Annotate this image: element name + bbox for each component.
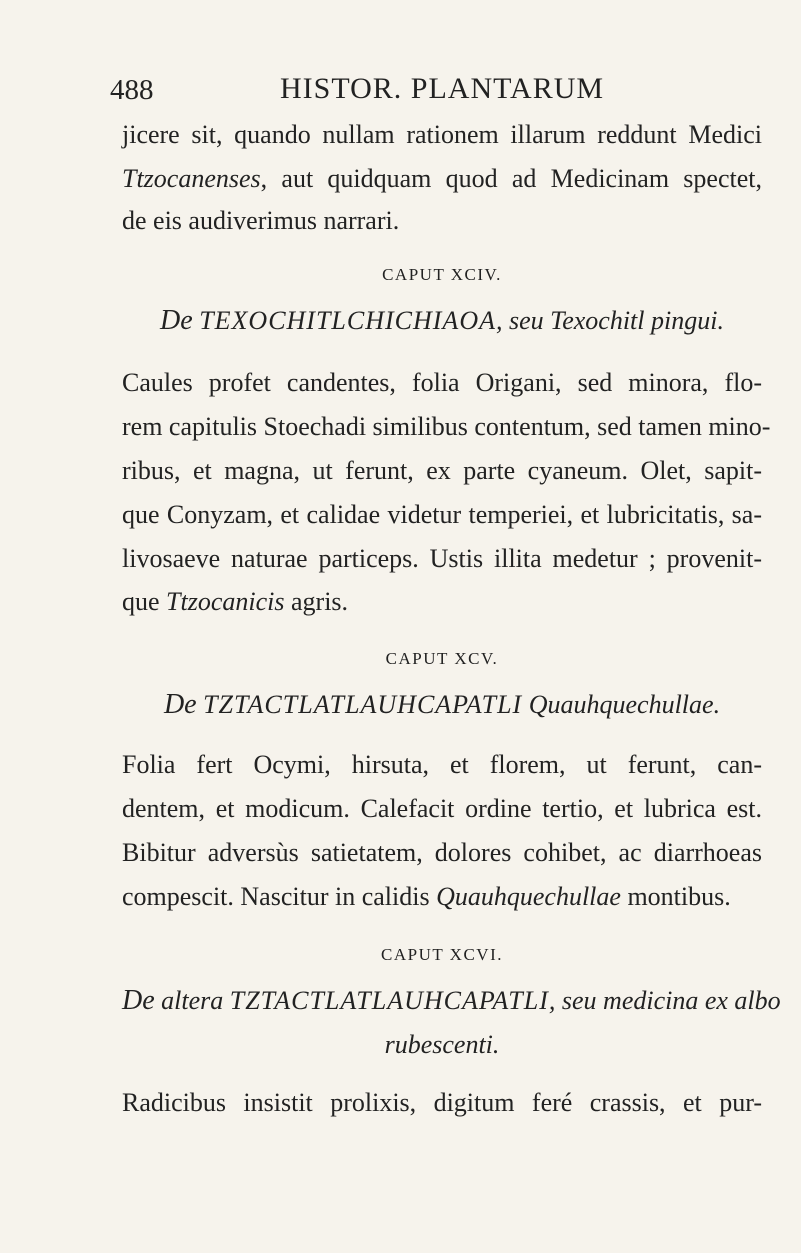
paragraph-line: que Conyzam, et calidae videtur temperiei, et lubricitatis, sa- <box>122 500 762 529</box>
chapter-title-95 <box>122 686 762 724</box>
paragraph-line: Bibitur adversùs satietatem, dolores cohibet, ac diarrhoeas <box>122 838 762 867</box>
intro-italic: Ttzocanenses <box>122 164 261 193</box>
paragraph-line: Radicibus insistit prolixis, digitum feré crassis, et pur- <box>122 1088 762 1117</box>
intro-line-3: de eis audiverimus narrari. <box>122 206 400 235</box>
paragraph-line: Caules profet candentes, folia Origani, sed minora, flo- <box>122 368 762 397</box>
text-span: que <box>122 587 167 616</box>
running-title: HISTOR. PLANTARUM <box>280 72 605 105</box>
caput-heading-96: CAPUT XCVI. <box>381 945 503 964</box>
plant-name: TZTACTLATLAUHCAPATLI <box>203 690 523 719</box>
title-rest: , seu Texochitl pingui. <box>495 306 724 335</box>
paragraph-line: livosaeve naturae particeps. Ustis illita medetur ; provenit- <box>122 544 762 573</box>
title-de: De <box>163 689 197 720</box>
paragraph-line: rem capitulis Stoechadi similibus contentum, sed tamen mino- <box>122 412 771 441</box>
text-span: compescit. Nascitur in calidis <box>122 882 437 911</box>
title-rest: , seu medicina ex albo <box>548 986 781 1015</box>
plant-name: TZTACTLATLAUHCAPATLI <box>229 986 549 1015</box>
intro-line-2-rest: , aut quidquam quod ad Medicinam spectet, <box>260 164 762 193</box>
paragraph-line: dentem, et modicum. Calefacit ordine tertio, et lubrica est. <box>122 794 762 823</box>
text-span: agris. <box>284 587 349 616</box>
italic-place-name: Ttzocanicis <box>166 587 285 616</box>
chapter-title-96 <box>122 982 781 1020</box>
paragraph-line: Folia fert Ocymi, hirsuta, et florem, ut ferunt, can- <box>122 750 762 779</box>
paragraph-line <box>122 878 762 916</box>
caput-heading-95: CAPUT XCV. <box>385 649 499 668</box>
chapter-title-96-line-2: rubescenti. <box>384 1030 500 1059</box>
page-number: 488 <box>110 74 154 106</box>
text-span: montibus. <box>620 882 731 911</box>
italic-place-name: Quauhquechullae <box>436 882 621 911</box>
title-rest: Quauhquechullae. <box>528 690 721 719</box>
paragraph-line: ribus, et magna, ut ferunt, ex parte cyaneum. Olet, sapit- <box>122 456 762 485</box>
paragraph-line <box>122 583 762 621</box>
title-de: De <box>122 985 155 1016</box>
intro-line-2 <box>122 160 762 198</box>
intro-line-1: jicere sit, quando nullam rationem illarum reddunt Medici <box>122 120 762 149</box>
plant-name: TEXOCHITLCHICHIAOA <box>199 306 496 335</box>
caput-heading-94: CAPUT XCIV. <box>382 265 502 284</box>
page-header <box>110 66 750 112</box>
chapter-title-94 <box>122 302 762 340</box>
title-de: De <box>160 305 193 336</box>
title-altera: altera <box>161 986 224 1015</box>
